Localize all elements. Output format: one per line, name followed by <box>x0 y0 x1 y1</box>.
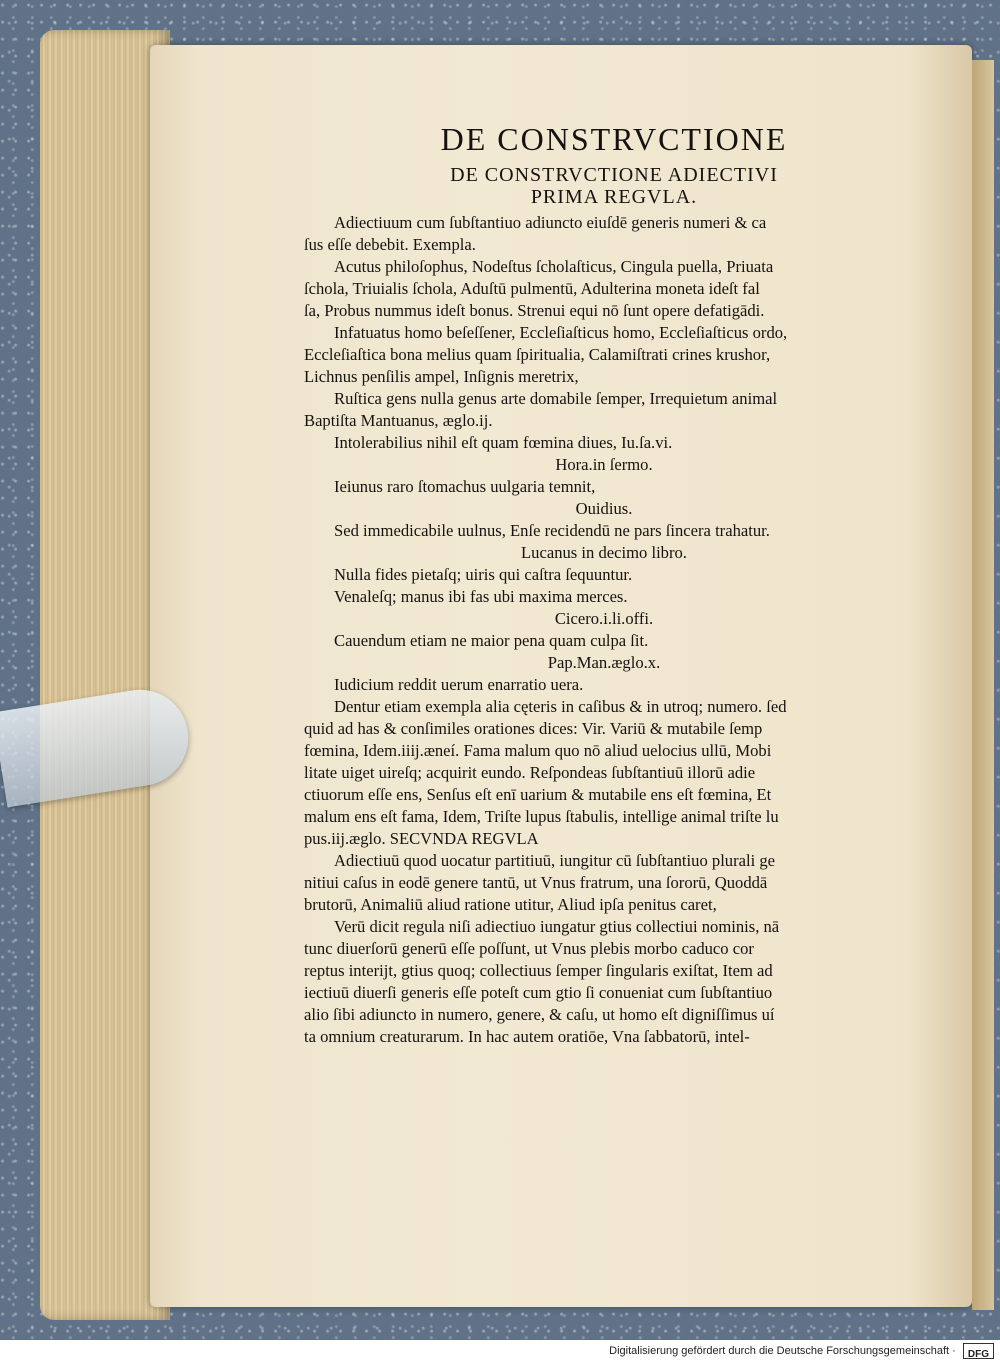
text-line: nitiui caſus in eodē genere tantū, ut Vnus fratrum, una ſororū, Quoddā <box>304 873 768 892</box>
text-line: Infatuatus homo beſeſſener, Eccleſiaſticus homo, Eccleſiaſticus ordo, <box>334 323 788 342</box>
text-line: ſchola, Triuialis ſchola, Aduſtū pulmentū, Adulterina moneta ideſt fal <box>304 279 760 298</box>
text-line: Dentur etiam exempla alia cęteris in caſibus & in utroq; numero. ſed <box>334 697 787 716</box>
text-line: Eccleſiaſtica bona melius quam ſpiritualia, Calamiſtrati crines krushor, <box>304 345 771 364</box>
footer-credit: Digitalisierung gefördert durch die Deutsche Forschungsgemeinschaft · <box>609 1345 956 1357</box>
text-line: brutorū, Animaliū aliud ratione utitur, Aliud ipſa penitus caret, <box>304 895 717 914</box>
text-line: ſus eſſe debebit. Exempla. <box>304 235 476 254</box>
text-line: Sed immedicabile uulnus, Enſe recidendū ne pars ſincera trahatur. <box>334 521 770 540</box>
right-page-edge <box>972 60 994 1310</box>
text-line: Ouidius. <box>575 499 633 518</box>
text-line: ctiuorum eſſe ens, Senſus eſt enī uarium & mutabile ens eſt fœmina, Et <box>304 785 772 804</box>
text-line: Cauendum etiam ne maior pena quam culpa ſit. <box>334 631 649 650</box>
page-text <box>304 120 904 1048</box>
text-line: Baptiſta Mantuanus, æglo.ij. <box>304 411 493 430</box>
rule-heading: PRIMA REGVLA. <box>530 186 698 208</box>
text-lines <box>304 212 904 1048</box>
text-line: Lucanus in decimo libro. <box>521 543 687 562</box>
text-line: Verū dicit regula niſi adiectiuo iungatur gtius collectiui nominis, nā <box>334 917 780 936</box>
text-line: Venaleſq; manus ibi fas ubi maxima merces. <box>334 587 628 606</box>
text-line: Ieiunus raro ſtomachus uulgaria temnit, <box>334 477 596 496</box>
dfg-logo: DFG <box>963 1343 994 1359</box>
text-line: Ruſtica gens nulla genus arte domabile ſemper, Irrequietum animal <box>334 389 778 408</box>
text-line: Pap.Man.æglo.x. <box>547 653 661 672</box>
text-line: Adiectiuū quod uocatur partitiuū, iungitur cū ſubſtantiuo plurali ge <box>334 851 776 870</box>
text-line: ta omnium creaturarum. In hac autem oratiōe, Vna ſabbatorū, intel- <box>304 1027 750 1046</box>
text-line: litate uiget uireſq; acquirit eundo. Reſpondeas ſubſtantiuū illorū adie <box>304 763 756 782</box>
text-line: Nulla fides pietaſq; uiris qui caſtra ſequuntur. <box>334 565 633 584</box>
text-line: quid ad has & conſimiles orationes dices: Vir. Variū & mutabile ſemp <box>304 719 763 738</box>
text-line: Cicero.i.li.offi. <box>554 609 654 628</box>
text-line: malum ens eſt fama, Idem, Triſte lupus ſtabulis, intellige animal triſte lu <box>304 807 779 826</box>
text-line: ſa, Probus nummus ideſt bonus. Strenui equi nō ſunt opere defatigādi. <box>304 301 765 320</box>
footer-bar <box>0 1340 1000 1362</box>
text-line: alio ſibi adiuncto in numero, genere, & caſu, ut homo eſt digniſſimus uí <box>304 1005 775 1024</box>
text-line: tunc diuerſorū generū eſſe poſſunt, ut Vnus plebis morbo caduco cor <box>304 939 754 958</box>
text-line: Acutus philoſophus, Nodeſtus ſcholaſticus, Cingula puella, Priuata <box>334 257 774 276</box>
section-heading: DE CONSTRVCTIONE ADIECTIVI <box>450 164 778 186</box>
page-heading: DE CONSTRVCTIONE <box>440 121 788 157</box>
text-line: Hora.in ſermo. <box>555 455 653 474</box>
text-line: Lichnus penſilis ampel, Inſignis meretrix, <box>304 367 579 386</box>
text-line: Adiectiuum cum ſubſtantiuo adiuncto eiuſdē generis numeri & ca <box>334 213 767 232</box>
text-line: reptus interijt, gtius quoq; collectiuus ſemper ſingularis exiſtat, Item ad <box>304 961 773 980</box>
text-line: Iudicium reddit uerum enarratio uera. <box>334 675 584 694</box>
text-line: pus.iij.æglo. SECVNDA REGVLA <box>304 829 539 848</box>
text-line: Intolerabilius nihil eſt quam fœmina diues, Iu.ſa.vi. <box>334 433 673 452</box>
text-line: fœmina, Idem.iiij.æneí. Fama malum quo nō aliud uelocius ullū, Mobi <box>304 741 772 760</box>
text-line: iectiuū diuerſi generis eſſe poteſt cum gtio ſi conueniat cum ſubſtantiuo <box>304 983 773 1002</box>
